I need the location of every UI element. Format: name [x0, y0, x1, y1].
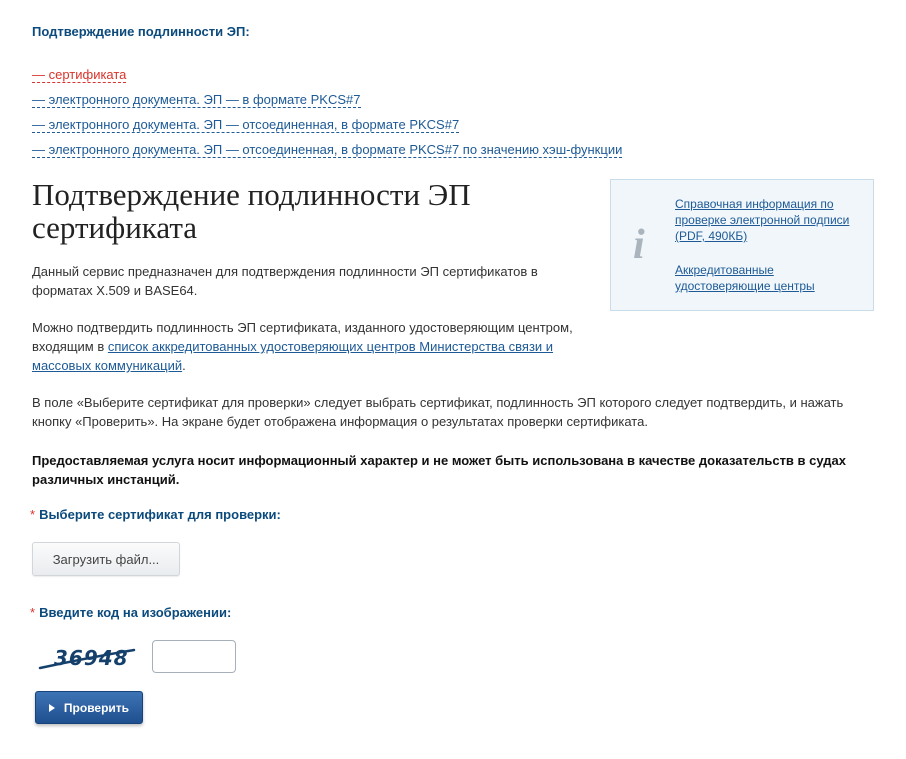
required-mark: *	[30, 605, 36, 620]
info-panel	[610, 179, 874, 311]
required-mark: *	[30, 507, 36, 522]
verification-type-nav	[32, 62, 622, 162]
check-button[interactable]	[35, 691, 143, 724]
captcha-input[interactable]	[152, 640, 236, 673]
nav-link-document-detached[interactable]: — электронного документа. ЭП — отсоединенная, в формате PKCS#7	[32, 117, 460, 132]
accreditation-text: Можно подтвердить подлинность ЭП сертификата, изданного удостоверяющим центром, входящим в	[32, 320, 573, 354]
instructions-paragraph: В поле «Выберите сертификат для проверки» следует выбрать сертификат, подлинность ЭП которого следует подтвердить, и нажать кнопку «Проверить». На экране будет отображена информация о результатах проверки сертификата.	[32, 395, 844, 429]
captcha-label-text: Введите код на изображении:	[39, 605, 232, 620]
section-title: Подтверждение подлинности ЭП:	[32, 24, 250, 39]
accreditation-text-end: .	[182, 358, 186, 373]
certificate-field-label	[30, 507, 281, 522]
captcha-text: 36948	[54, 646, 129, 670]
info-icon: i	[633, 222, 645, 268]
nav-link-document-pkcs7[interactable]: — электронного документа. ЭП — в формате PKCS#7	[32, 92, 361, 107]
captcha-strike-line	[38, 642, 138, 676]
disclaimer-paragraph: Предоставляемая услуга носит информационный характер и не может быть использована в качестве доказательств в судах различных инстанций.	[32, 453, 846, 487]
reference-info-link[interactable]: Справочная информация по проверке электронной подписи (PDF, 490КБ)	[675, 197, 850, 243]
nav-link-certificate[interactable]: — сертификата	[32, 67, 127, 82]
accredited-centers-list-link[interactable]: список аккредитованных удостоверяющих центров Министерства связи и массовых коммуникаций	[32, 339, 554, 373]
nav-link-document-hash[interactable]: — электронного документа. ЭП — отсоединенная, в формате PKCS#7 по значению хэш-функции	[32, 142, 623, 157]
upload-file-button[interactable]: Загрузить файл...	[32, 542, 180, 576]
accreditation-paragraph	[32, 318, 592, 375]
certificate-label-text: Выберите сертификат для проверки:	[39, 507, 281, 522]
accredited-centers-link[interactable]: Аккредитованные удостоверяющие центры	[675, 263, 815, 293]
captcha-image	[38, 642, 138, 676]
page-title: Подтверждение подлинности ЭП сертификата	[32, 177, 471, 245]
check-button-label: Проверить	[63, 700, 130, 715]
play-icon	[49, 704, 55, 712]
intro-paragraph: Данный сервис предназначен для подтверждения подлинности ЭП сертификатов в форматах X.509 и BASE64.	[32, 264, 538, 298]
captcha-field-label	[30, 605, 231, 620]
